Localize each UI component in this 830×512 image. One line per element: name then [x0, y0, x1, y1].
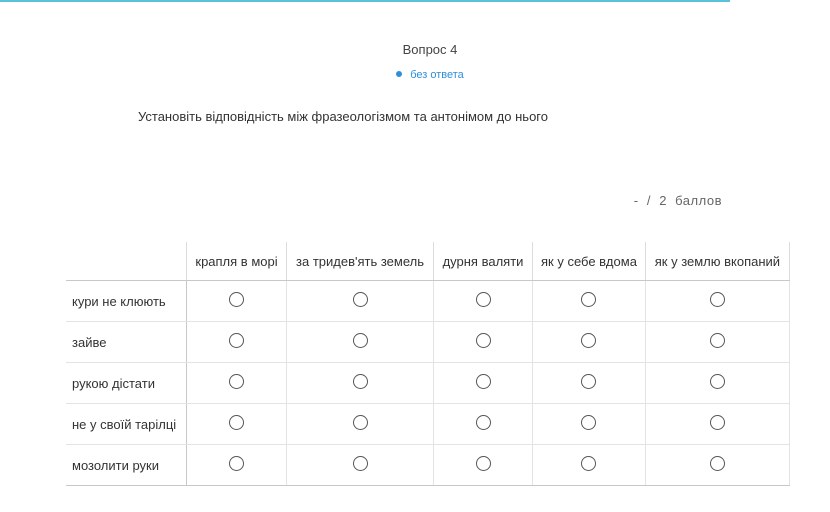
- matrix-cell: [187, 322, 287, 363]
- radio-button[interactable]: [710, 415, 725, 430]
- question-points: [634, 193, 722, 208]
- matrix-cell: [645, 363, 789, 404]
- row-label: рукою дістати: [66, 363, 187, 404]
- matrix-corner-cell: [66, 242, 187, 281]
- column-header: крапля в морі: [187, 242, 287, 281]
- radio-button[interactable]: [710, 456, 725, 471]
- matrix-row: [66, 281, 789, 322]
- matrix-cell: [645, 404, 789, 445]
- row-label: зайве: [66, 322, 187, 363]
- points-max: 2: [659, 193, 667, 208]
- matrix-cell: [187, 404, 287, 445]
- matrix-cell: [533, 322, 646, 363]
- points-obtained: -: [633, 193, 639, 208]
- top-progress-line: [0, 0, 730, 2]
- matrix-cell: [187, 445, 287, 486]
- radio-button[interactable]: [229, 415, 244, 430]
- radio-button[interactable]: [353, 292, 368, 307]
- radio-button[interactable]: [710, 333, 725, 348]
- row-label: не у своїй тарілці: [66, 404, 187, 445]
- radio-button[interactable]: [229, 333, 244, 348]
- matrix-cell: [434, 322, 533, 363]
- matrix-cell: [645, 322, 789, 363]
- radio-button[interactable]: [581, 374, 596, 389]
- radio-button[interactable]: [476, 292, 491, 307]
- matrix-row: [66, 363, 789, 404]
- status-dot-icon: [396, 71, 402, 77]
- matrix-cell: [434, 445, 533, 486]
- radio-button[interactable]: [229, 456, 244, 471]
- column-header: як у землю вкопаний: [645, 242, 789, 281]
- row-label: кури не клюють: [66, 281, 187, 322]
- radio-button[interactable]: [353, 456, 368, 471]
- radio-button[interactable]: [581, 333, 596, 348]
- column-header: дурня валяти: [434, 242, 533, 281]
- radio-button[interactable]: [229, 292, 244, 307]
- radio-button[interactable]: [353, 415, 368, 430]
- radio-button[interactable]: [581, 415, 596, 430]
- matrix-cell: [434, 363, 533, 404]
- matrix-cell: [645, 281, 789, 322]
- matrix-cell: [287, 404, 434, 445]
- radio-button[interactable]: [229, 374, 244, 389]
- radio-button[interactable]: [581, 456, 596, 471]
- radio-button[interactable]: [710, 292, 725, 307]
- matrix-row: [66, 322, 789, 363]
- matrix-cell: [287, 445, 434, 486]
- radio-button[interactable]: [476, 374, 491, 389]
- matrix-cell: [287, 363, 434, 404]
- matrix-cell: [187, 363, 287, 404]
- matrix-cell: [434, 281, 533, 322]
- matrix-cell: [533, 363, 646, 404]
- matrix-cell: [533, 445, 646, 486]
- matrix-cell: [287, 322, 434, 363]
- question-status: [0, 69, 830, 81]
- radio-button[interactable]: [476, 415, 491, 430]
- matrix-cell: [434, 404, 533, 445]
- column-header: за тридев'ять земель: [287, 242, 434, 281]
- points-unit: баллов: [675, 193, 722, 208]
- question-title: Вопрос 4: [402, 42, 458, 57]
- question-text: Установіть відповідність між фразеологізмом та антонімом до нього: [138, 109, 548, 124]
- radio-button[interactable]: [476, 333, 491, 348]
- matrix-cell: [187, 281, 287, 322]
- row-label: мозолити руки: [66, 445, 187, 486]
- radio-button[interactable]: [710, 374, 725, 389]
- radio-button[interactable]: [353, 333, 368, 348]
- matrix-header-row: [66, 242, 789, 281]
- matrix-cell: [533, 281, 646, 322]
- column-header: як у себе вдома: [533, 242, 646, 281]
- points-separator: /: [646, 193, 651, 208]
- matrix-cell: [533, 404, 646, 445]
- radio-button[interactable]: [476, 456, 491, 471]
- matrix-row: [66, 445, 789, 486]
- radio-button[interactable]: [353, 374, 368, 389]
- status-label: без ответа: [410, 69, 464, 81]
- matrix-cell: [645, 445, 789, 486]
- radio-button[interactable]: [581, 292, 596, 307]
- matching-matrix: [66, 242, 790, 486]
- matrix-cell: [287, 281, 434, 322]
- matrix-row: [66, 404, 789, 445]
